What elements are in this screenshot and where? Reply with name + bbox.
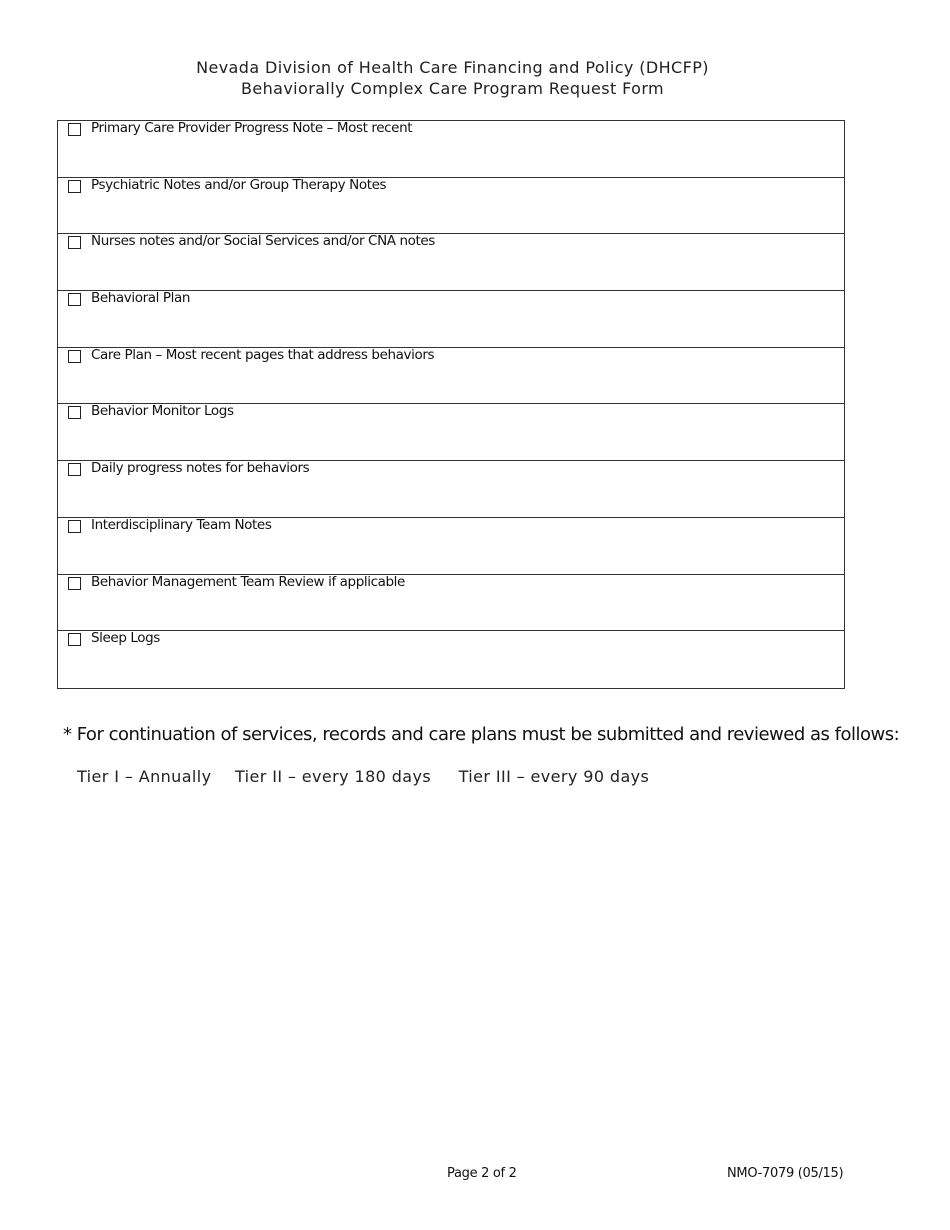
checklist-row (58, 404, 844, 461)
checkbox[interactable] (68, 633, 81, 646)
checkbox[interactable] (68, 406, 81, 419)
checklist-item-label: Nurses notes and/or Social Services and/or CNA notes (91, 233, 435, 250)
document-checklist (57, 120, 845, 689)
checklist-row (58, 178, 844, 235)
checklist-row (58, 575, 844, 632)
checkbox[interactable] (68, 463, 81, 476)
checklist-item-label: Interdisciplinary Team Notes (91, 516, 272, 533)
checklist-item-label: Behavior Monitor Logs (91, 403, 234, 420)
checklist-item-label: Psychiatric Notes and/or Group Therapy Notes (91, 176, 387, 193)
tier-1-frequency: Tier I – Annually (77, 767, 212, 786)
checklist-row (58, 234, 844, 291)
checklist-row (58, 291, 844, 348)
checkbox[interactable] (68, 123, 81, 136)
checklist-item-label: Care Plan – Most recent pages that address behaviors (91, 346, 435, 363)
page-number: Page 2 of 2 (447, 1166, 517, 1181)
agency-title: Nevada Division of Health Care Financing and Policy (DHCFP) (196, 58, 709, 77)
checklist-row (58, 461, 844, 518)
checklist-item-label: Behavior Management Team Review if applicable (91, 573, 405, 590)
form-header (0, 57, 905, 99)
checkbox[interactable] (68, 350, 81, 363)
tier-3-frequency: Tier III – every 90 days (458, 767, 650, 786)
checklist-item-label: Primary Care Provider Progress Note – Most recent (91, 120, 413, 136)
tier-2-frequency: Tier II – every 180 days (234, 767, 432, 786)
checkbox[interactable] (68, 180, 81, 193)
checklist-item-label: Behavioral Plan (91, 290, 190, 307)
checkbox[interactable] (68, 520, 81, 533)
continuation-note: * For continuation of services, records and care plans must be submitted and reviewed as follows: (63, 724, 900, 745)
tier-schedule (77, 767, 649, 786)
checklist-row (58, 518, 844, 575)
checklist-item-label: Sleep Logs (91, 630, 160, 647)
checklist-row (58, 121, 844, 178)
checklist-row (58, 631, 844, 688)
checkbox[interactable] (68, 236, 81, 249)
form-title: Behaviorally Complex Care Program Request Form (240, 79, 665, 98)
form-number: NMO-7079 (05/15) (727, 1166, 844, 1181)
checklist-row (58, 348, 844, 405)
checklist-item-label: Daily progress notes for behaviors (91, 460, 310, 477)
checkbox[interactable] (68, 577, 81, 590)
checkbox[interactable] (68, 293, 81, 306)
